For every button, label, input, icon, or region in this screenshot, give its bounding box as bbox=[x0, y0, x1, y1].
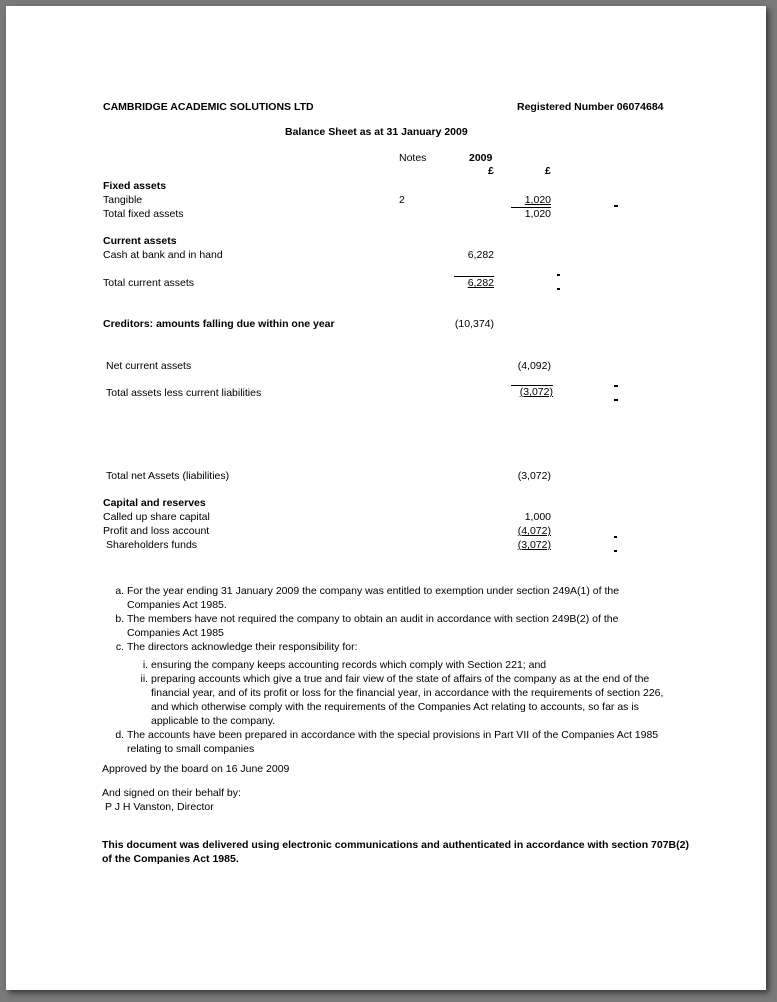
note-c-i: i. ensuring the company keeps accounting records which comply with Section 221; and bbox=[151, 658, 672, 672]
capital-reserves-heading: Capital and reserves bbox=[103, 497, 206, 509]
balance-sheet-title: Balance Sheet as at 31 January 2009 bbox=[285, 126, 468, 138]
share-capital-value: 1,000 bbox=[524, 511, 551, 523]
statutory-notes bbox=[102, 584, 672, 756]
cash-label: Cash at bank and in hand bbox=[103, 249, 223, 261]
registered-number: Registered Number 06074684 bbox=[517, 101, 664, 113]
currency-col1: £ bbox=[488, 165, 494, 177]
notes-column-header: Notes bbox=[399, 152, 427, 164]
total-assets-less-cl-label: Total assets less current liabilities bbox=[106, 387, 262, 399]
note-a: a. For the year ending 31 January 2009 the company was entitled to exemption under section 249A(1) of the Companies Act 1985. bbox=[127, 584, 672, 612]
tangible-value: 1,020 bbox=[524, 194, 551, 206]
approval-text: Approved by the board on 16 June 2009 bbox=[102, 763, 290, 775]
creditors-value: (10,374) bbox=[454, 318, 494, 330]
share-capital-label: Called up share capital bbox=[103, 511, 210, 523]
total-net-assets-value: (3,072) bbox=[517, 470, 551, 482]
dash-mark bbox=[614, 385, 618, 387]
current-assets-heading: Current assets bbox=[103, 235, 177, 247]
dash-mark bbox=[557, 274, 560, 276]
dash-mark bbox=[614, 550, 617, 552]
authentication-footer: This document was delivered using electronic communications and authenticated in accordance with section 707B(2) of the Companies Act 1985. bbox=[102, 839, 689, 865]
shareholders-funds-label: Shareholders funds bbox=[106, 539, 198, 551]
tangible-label: Tangible bbox=[103, 194, 143, 206]
profit-loss-value: (4,072) bbox=[517, 525, 551, 537]
net-current-assets-value: (4,092) bbox=[517, 360, 551, 372]
company-name: CAMBRIDGE ACADEMIC SOLUTIONS LTD bbox=[103, 101, 314, 113]
note-b: b. The members have not required the company to obtain an audit in accordance with section 249B(2) of the Companies Act 1985 bbox=[127, 612, 672, 640]
shareholders-funds-value: (3,072) bbox=[517, 539, 551, 551]
dash-mark bbox=[614, 205, 618, 207]
currency-col2: £ bbox=[545, 165, 551, 177]
total-assets-less-cl-value: (3,072) bbox=[511, 385, 553, 399]
total-current-assets-value: 6,282 bbox=[454, 276, 494, 290]
fixed-assets-heading: Fixed assets bbox=[103, 180, 167, 192]
year-column-header: 2009 bbox=[469, 152, 493, 164]
note-c bbox=[127, 640, 672, 728]
document-page bbox=[6, 6, 766, 990]
signatory: P J H Vanston, Director bbox=[105, 801, 214, 813]
note-c-ii: ii. preparing accounts which give a true and fair view of the state of affairs of the company as at the end of the financial year, and of its profit or loss for the financial year, in accordance with the requirements of section 226, and which otherwise comply with the requirements of the Companies Act relating to accounts, so far as is applicable to the company. bbox=[151, 672, 672, 728]
dash-mark bbox=[614, 536, 617, 538]
signed-text: And signed on their behalf by: bbox=[102, 787, 241, 799]
dash-mark bbox=[614, 399, 618, 401]
total-fixed-assets-value: 1,020 bbox=[511, 207, 551, 221]
total-current-assets-label: Total current assets bbox=[103, 277, 195, 289]
total-fixed-assets-label: Total fixed assets bbox=[103, 208, 184, 220]
note-c-text: The directors acknowledge their responsibility for: bbox=[127, 641, 358, 653]
note-d: d. The accounts have been prepared in accordance with the special provisions in Part VII of the Companies Act 1985 relating to small companies bbox=[127, 728, 672, 756]
total-net-assets-label: Total net Assets (liabilities) bbox=[106, 470, 230, 482]
net-current-assets-label: Net current assets bbox=[106, 360, 192, 372]
creditors-label: Creditors: amounts falling due within one year bbox=[103, 318, 335, 330]
cash-value: 6,282 bbox=[467, 249, 494, 261]
dash-mark bbox=[557, 288, 560, 290]
tangible-note: 2 bbox=[399, 194, 405, 206]
profit-loss-label: Profit and loss account bbox=[103, 525, 210, 537]
